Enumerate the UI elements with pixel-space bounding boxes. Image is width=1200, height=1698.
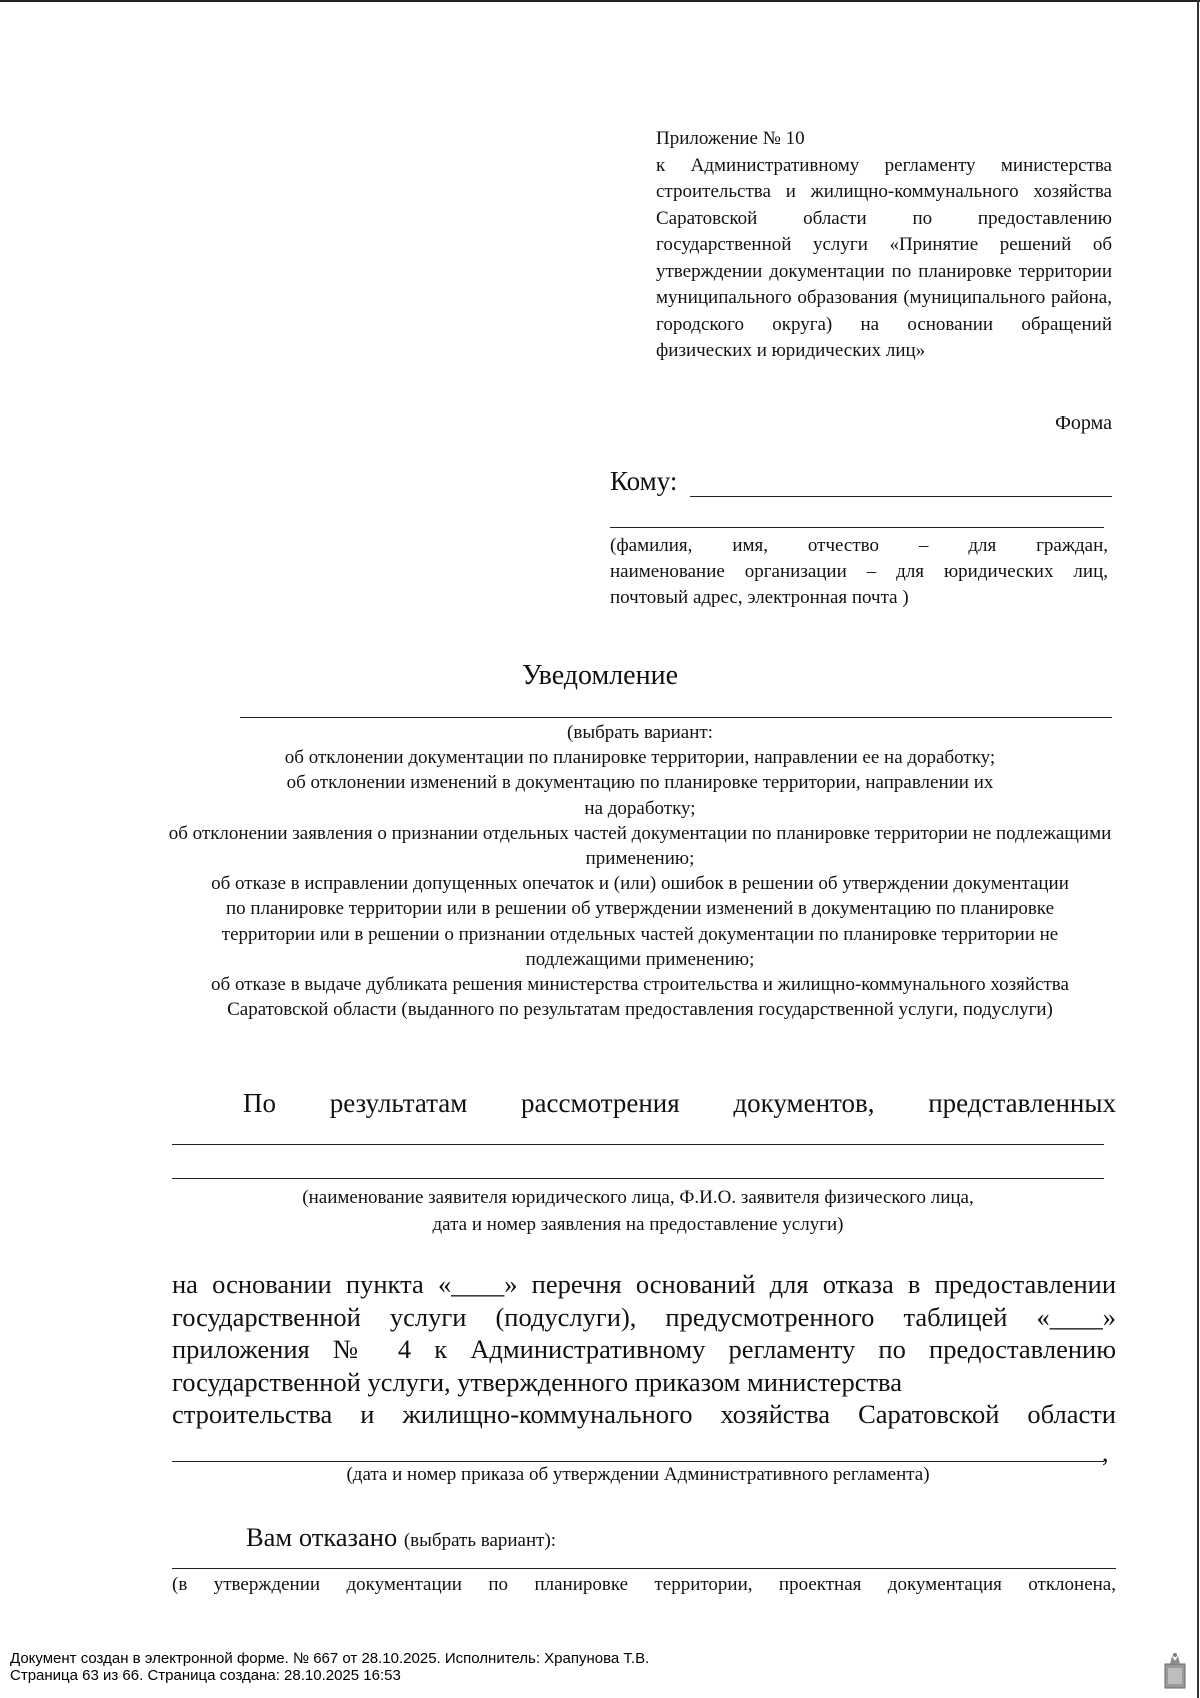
variant-item: об отклонении документации по планировке территории, направлении ее на доработку;: [284, 747, 996, 769]
basis-paragraph: [172, 1268, 1116, 1431]
footer-line: Страница 63 из 66. Страница создана: 28.10.2025 16:53: [10, 1667, 401, 1684]
basis-text: на основании пункта «____» перечня оснований для отказа в предоставлении государственной услуги (подуслуги), предусмотренного таблицей «____» приложения № 4 к Административному регламенту по предоставлению государственной услуги, утвержденного приказом министерства: [172, 1269, 1116, 1397]
recipient-hint-line: почтовый адрес, электронная почта ): [610, 587, 909, 608]
applicant-hint-line: (наименование заявителя юридического лица, Ф.И.О. заявителя физического лица,: [302, 1187, 974, 1208]
refusal-line: [172, 1568, 1116, 1569]
scan-edge-right: [1197, 0, 1199, 1698]
recipient-hint-line: (фамилия, имя, отчество – для граждан,: [610, 535, 1108, 556]
applicant-hint-line: дата и номер заявления на предоставление услуги): [432, 1214, 844, 1235]
form-label: Форма: [1055, 412, 1112, 434]
refusal-note: (выбрать вариант):: [403, 1530, 557, 1551]
emblem-icon: [1164, 1652, 1186, 1690]
applicant-hint: [172, 1184, 1104, 1238]
order-line: [172, 1461, 1104, 1462]
applicant-line: [172, 1144, 1104, 1145]
annex-block: [656, 126, 1112, 365]
footer-line: Документ создан в электронной форме. № 667 от 28.10.2025. Исполнитель: Храпунова Т.В.: [10, 1650, 650, 1667]
variant-item: (выбрать вариант:: [567, 722, 713, 743]
variant-item: об отказе в исправлении допущенных опечаток и (или) ошибок в решении об утверждении документации по планировке территории или в решении об утверждении изменений в документацию по планировке территории или в решении о признании отдельных частей документации по планировке территории не подлежащими применению;: [211, 873, 1069, 970]
refusal-hint: (в утверждении документации по планировке территории, проектная документация отклонена,: [172, 1574, 1116, 1595]
annex-body: к Административному регламенту министерства строительства и жилищно-коммунального хозяйства Саратовской области по предоставлению государственной услуги «Принятие решений об утверждении документации по планировке территории муниципального образования (муниципального района, городского округа) на основании обращений физических и юридических лиц»: [656, 154, 1112, 361]
notice-underline: [240, 717, 1112, 718]
notice-variants: [160, 720, 1120, 1022]
order-line-comma: ,: [1102, 1438, 1109, 1467]
recipient-hint: [610, 533, 1108, 611]
variant-item: об отклонении заявления о признании отдельных частей документации по планировке территории не подлежащими применению;: [168, 822, 1112, 870]
basis-last-line: строительства и жилищно-коммунального хозяйства Саратовской области: [172, 1399, 1116, 1429]
annex-title: Приложение № 10: [656, 128, 805, 149]
recipient-label: Кому:: [610, 466, 678, 496]
document-footer: [10, 1650, 649, 1684]
scan-edge-top: [0, 0, 1200, 2]
order-hint: (дата и номер приказа об утверждении Административного регламента): [346, 1464, 930, 1485]
variant-item: об отказе в выдаче дубликата решения министерства строительства и жилищно-коммунального хозяйства Саратовской области (выданного по результатам предоставления государственной услуги, подуслуги): [211, 974, 1069, 1021]
refusal-heading: [246, 1522, 556, 1553]
notice-title: Уведомление: [521, 660, 678, 691]
refusal-text: Вам отказано: [246, 1522, 398, 1552]
results-text: По результатам рассмотрения документов, представленных: [243, 1088, 1116, 1118]
recipient-line: [690, 496, 1112, 497]
applicant-line-2: [172, 1178, 1104, 1179]
recipient-hint-line: наименование организации – для юридических лиц,: [610, 561, 1108, 582]
recipient-line-2: [610, 527, 1104, 528]
variant-item: об отклонении изменений в документацию по планировке территории, направлении их на доработку;: [286, 772, 994, 819]
